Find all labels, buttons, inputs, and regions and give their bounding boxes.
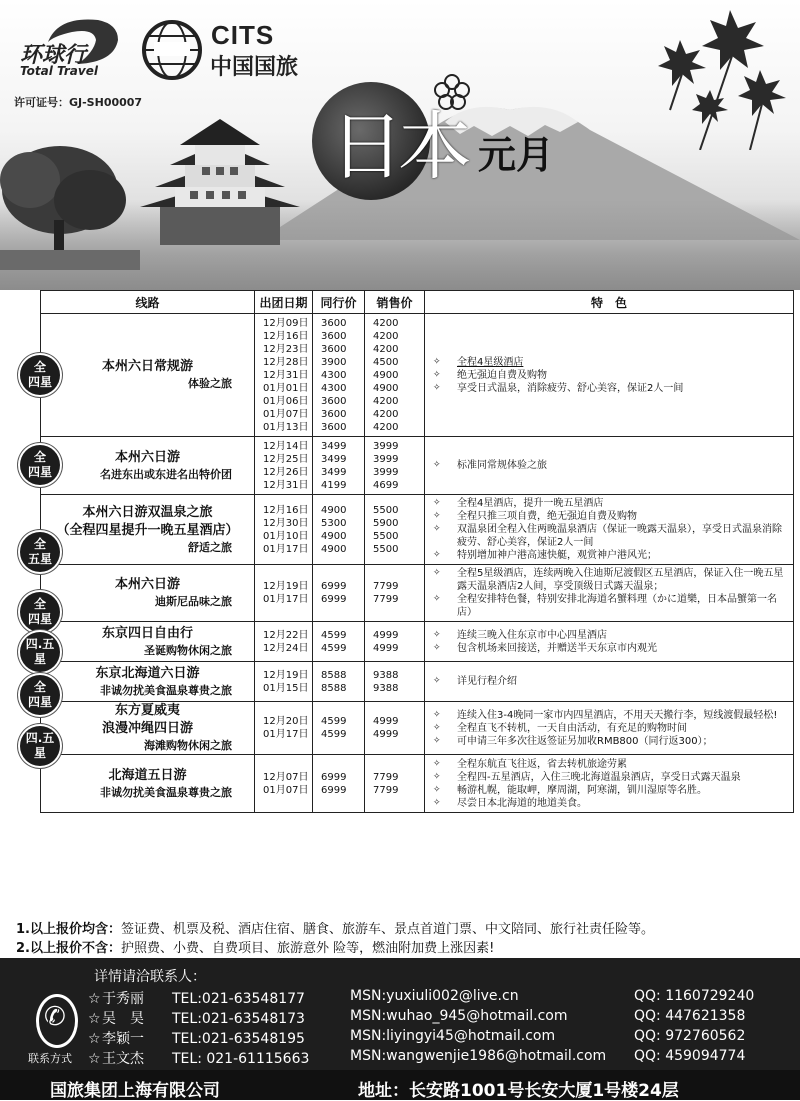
- route-subtitle: 迪斯尼品味之旅: [155, 595, 232, 608]
- contact-name: 吴 昊: [102, 1011, 144, 1027]
- trade-price-value: 4599: [321, 629, 347, 641]
- notes-excluded-label: 2.以上报价不含：: [16, 941, 121, 956]
- col-header-features: 特 色: [425, 291, 794, 314]
- grade-badge-text: [26, 637, 55, 667]
- route-name: 本州六日游: [114, 577, 180, 592]
- route-cell: [41, 755, 255, 813]
- sale-price-value: 3999: [373, 440, 399, 452]
- route-subtitle: 非诚勿扰美食温泉尊贵之旅: [100, 785, 232, 799]
- sale-price-cell: [365, 437, 425, 495]
- contact-msn: MSN:wuhao_945@hotmail.com: [350, 1008, 568, 1024]
- grade-badge-line: 五星: [27, 552, 52, 566]
- date-cell: [255, 314, 313, 437]
- trade-price-value: 4900: [321, 530, 347, 542]
- table-header-row: [41, 291, 794, 314]
- contact-row: [88, 988, 755, 1008]
- trade-price-value: 6999: [321, 594, 347, 605]
- contact-star: ☆: [88, 1031, 101, 1047]
- route-cell: [41, 622, 255, 662]
- trade-price-cell: [313, 755, 365, 813]
- route-name: 北海道五日游: [108, 767, 187, 783]
- sakura-icon: [432, 72, 472, 112]
- date-value: 12月31日: [263, 479, 309, 491]
- contact-msn: MSN:wangwenjie1986@hotmail.com: [350, 1048, 607, 1064]
- date-value: 12月22日: [263, 629, 309, 641]
- grade-badge-line: 全: [33, 537, 46, 551]
- route-name: 本州六日常规游: [101, 359, 193, 374]
- grade-badge-line: 四.五: [25, 637, 55, 651]
- sale-price-value: 4999: [373, 729, 399, 740]
- feature-item: ✧ 连续入住3-4晚同一家市内四星酒店，不用天天搬行李，短线渡假最轻松!: [431, 709, 789, 722]
- sale-price-value: 9388: [373, 669, 399, 681]
- sale-price-cell: [365, 495, 425, 565]
- feature-item: ✧ 特别增加神户港高速快艇，观赏神户港风光；: [431, 549, 789, 562]
- company-address: 地址：长安路1001号长安大厦1号楼24层: [358, 1081, 679, 1101]
- contact-phone: TEL:021-63548195: [172, 1031, 305, 1047]
- contact-qq: QQ: 972760562: [634, 1028, 746, 1044]
- route-name: 东方夏威夷: [114, 703, 180, 718]
- contact-row: [88, 1008, 746, 1028]
- feature-item: ✧ 可申请三年多次往返签证另加收RMB800（同行返300）；: [431, 735, 789, 748]
- japanese-castle-illustration: [120, 105, 320, 255]
- trade-price-value: 6999: [321, 581, 347, 592]
- total-travel-logo: [18, 12, 128, 72]
- sale-price-value: 7799: [373, 581, 399, 592]
- grade-badge-text: [28, 450, 52, 480]
- feature-item: ✧ 详见行程介绍: [431, 675, 789, 688]
- grade-badge-line: 星: [33, 652, 46, 666]
- contact-name: 于秀丽: [102, 991, 144, 1007]
- notes-included-label: 1.以上报价均含：: [16, 922, 121, 937]
- trade-price-value: 3600: [321, 421, 347, 433]
- grade-badge-text: [28, 680, 52, 710]
- trade-price-cell: [313, 622, 365, 662]
- trade-price-value: 3600: [321, 330, 347, 342]
- grade-badge-text: [26, 731, 55, 761]
- trade-price-cell: [313, 437, 365, 495]
- grade-badge: [20, 675, 60, 715]
- route-cell: [41, 495, 255, 565]
- trade-price-value: 3900: [321, 356, 347, 368]
- contact-qq: QQ: 459094774: [634, 1048, 746, 1064]
- date-value: 01月17日: [263, 729, 309, 740]
- contact-phone: TEL:021-63548173: [172, 1011, 305, 1027]
- trade-price-value: 3600: [321, 395, 347, 407]
- maple-leaves-illustration: [640, 0, 800, 150]
- date-cell: [255, 437, 313, 495]
- page-title: 日本: [330, 104, 466, 190]
- tree-illustration: [0, 140, 140, 270]
- trade-price-value: 3499: [321, 453, 347, 465]
- route-subtitle: 圣诞购物休闲之旅: [144, 643, 232, 657]
- route-name-line2: （全程四星提升一晚五星酒店）: [56, 522, 239, 538]
- features-cell: [425, 662, 794, 702]
- sale-price-value: 7799: [373, 784, 399, 796]
- tour-row: [41, 565, 794, 622]
- contact-row: [88, 1028, 746, 1048]
- notes-included-text: 签证费、机票及税、酒店住宿、膳食、旅游车、景点首道门票、中文陪同、旅行社责任险等。: [120, 922, 654, 937]
- col-header-trade-price: 同行价: [313, 291, 365, 314]
- tour-row: [41, 662, 794, 702]
- route-name: 本州六日游双温泉之旅: [82, 504, 213, 520]
- date-value: 12月31日: [263, 369, 309, 381]
- grade-badge-line: 全: [33, 450, 46, 464]
- sale-price-value: 7799: [373, 594, 399, 605]
- features-cell: [425, 314, 794, 437]
- trade-price-value: 4199: [321, 479, 347, 491]
- feature-item: ✧ 享受日式温泉，消除疲劳、舒心美容，保证2人一间: [431, 382, 789, 395]
- trade-price-value: 8588: [321, 682, 347, 694]
- date-value: 12月23日: [263, 343, 309, 355]
- trade-price-value: 3600: [321, 343, 347, 355]
- feature-item: ✧ 全程直飞不转机，一天自由活动，有充足的购物时间: [431, 722, 789, 735]
- date-cell: [255, 495, 313, 565]
- cits-en: CITS: [211, 20, 275, 50]
- contact-star: ☆: [88, 1011, 101, 1027]
- grade-badge: [20, 592, 60, 632]
- route-name-line2: 浪漫冲绳四日游: [101, 721, 193, 736]
- feature-item: ✧ 全程5星级酒店，连续两晚入住迪斯尼渡假区五星酒店，保证入住一晚五星露天温泉酒店2人间，享受顶级日式露天温泉；: [431, 567, 789, 593]
- trade-price-value: 4599: [321, 729, 347, 740]
- trade-price-cell: [313, 314, 365, 437]
- date-value: 01月07日: [263, 784, 309, 796]
- route-name: 东京四日自由行: [101, 625, 193, 641]
- grade-badge-line: 全: [33, 597, 46, 611]
- date-value: 01月15日: [263, 682, 309, 694]
- route-subtitle: 非诚勿扰美食温泉尊贵之旅: [100, 683, 232, 697]
- tour-row: [41, 314, 794, 437]
- trade-price-value: 3499: [321, 466, 347, 478]
- date-value: 01月06日: [263, 395, 309, 407]
- date-value: 12月09日: [263, 317, 309, 329]
- sale-price-cell: [365, 662, 425, 702]
- grade-badge-text: [28, 360, 52, 390]
- sale-price-value: 5500: [373, 530, 399, 542]
- header-banner: [0, 0, 800, 290]
- sale-price-value: 4200: [373, 317, 399, 329]
- trade-price-value: 3499: [321, 440, 347, 452]
- date-value: 01月01日: [263, 382, 309, 394]
- contact-qq: QQ: 447621358: [634, 1008, 746, 1024]
- contact-section: [0, 958, 800, 1100]
- date-value: 12月28日: [263, 356, 309, 368]
- route-cell: [41, 702, 255, 755]
- feature-item: ✧ 全程东航直飞往返，省去转机旅途劳累: [431, 758, 789, 771]
- sale-price-value: 4500: [373, 356, 399, 368]
- features-cell: [425, 495, 794, 565]
- feature-item: ✧ 全程只推三项自费，绝无强迫自费及购物: [431, 510, 789, 523]
- sale-price-value: 4900: [373, 369, 399, 381]
- trade-price-value: 8588: [321, 669, 347, 681]
- contact-msn: MSN:liyingyi45@hotmail.com: [350, 1028, 556, 1044]
- grade-badge-text: [28, 597, 52, 627]
- trade-price-value: 4599: [321, 716, 347, 727]
- features-cell: [425, 437, 794, 495]
- feature-item: ✧ 标准同常规体验之旅: [431, 459, 789, 472]
- notes-excluded: [16, 939, 796, 958]
- route-name: 东京北海道六日游: [95, 665, 200, 681]
- date-value: 12月20日: [263, 716, 309, 727]
- tour-row: [41, 495, 794, 565]
- grade-badge-line: 全: [33, 679, 46, 694]
- date-cell: [255, 702, 313, 755]
- cits-cn: 中国国旅: [210, 55, 299, 80]
- route-cell: [41, 662, 255, 702]
- route-cell: [41, 437, 255, 495]
- grade-badge: [20, 445, 60, 485]
- grade-badge: [20, 632, 60, 672]
- route-subtitle: 舒适之旅: [188, 540, 232, 554]
- feature-item: ✧ 全程安排特色餐，特别安排北海道名蟹料理（かに道樂，日本品蟹第一名店）: [431, 593, 789, 619]
- col-header-date: 出团日期: [255, 291, 313, 314]
- sale-price-cell: [365, 622, 425, 662]
- trade-price-value: 4300: [321, 369, 347, 381]
- sale-price-value: 5500: [373, 543, 399, 555]
- sale-price-cell: [365, 702, 425, 755]
- col-header-sale-price: 销售价: [365, 291, 425, 314]
- page-subtitle: 元月: [478, 133, 555, 177]
- sale-price-cell: [365, 314, 425, 437]
- license-number: 许可证号：GJ-SH00007: [14, 96, 143, 109]
- feature-item: ✧ 尽尝日本北海道的地道美食。: [431, 797, 789, 810]
- date-cell: [255, 565, 313, 622]
- date-value: 01月17日: [263, 594, 309, 605]
- grade-badge-text: [28, 537, 52, 567]
- sale-price-value: 4900: [373, 382, 399, 394]
- trade-price-value: 3600: [321, 408, 347, 420]
- sale-price-value: 4699: [373, 479, 399, 491]
- grade-badge-line: 四星: [27, 612, 52, 626]
- trade-price-value: 4300: [321, 382, 347, 394]
- contact-name: 王文杰: [102, 1051, 144, 1067]
- sale-price-cell: [365, 565, 425, 622]
- date-value: 12月07日: [263, 771, 309, 783]
- sale-price-value: 3999: [373, 466, 399, 478]
- grade-badge-line: 全: [33, 359, 46, 374]
- grade-badge: [20, 355, 60, 395]
- trade-price-cell: [313, 565, 365, 622]
- date-value: 12月19日: [263, 581, 309, 592]
- grade-badge: [20, 532, 60, 572]
- route-cell: [41, 314, 255, 437]
- date-cell: [255, 662, 313, 702]
- contact-row: [88, 1048, 746, 1068]
- date-cell: [255, 755, 313, 813]
- sale-price-value: 9388: [373, 682, 399, 694]
- date-value: 12月24日: [263, 642, 309, 654]
- sale-price-value: 4999: [373, 629, 399, 641]
- sale-price-value: 4200: [373, 330, 399, 342]
- phone-icon: ✆: [44, 1002, 66, 1032]
- sale-price-value: 4200: [373, 395, 399, 407]
- grade-badge: [20, 726, 60, 766]
- route-subtitle: 海滩购物休闲之旅: [144, 739, 232, 752]
- contact-qq: QQ: 1160729240: [634, 988, 755, 1004]
- grade-badge-line: 四星: [27, 374, 52, 389]
- contact-name: 李颖一: [102, 1031, 144, 1047]
- cits-logo: [140, 18, 204, 82]
- sale-price-value: 4200: [373, 408, 399, 420]
- trade-price-value: 4599: [321, 642, 347, 654]
- trade-price-cell: [313, 495, 365, 565]
- tour-row: [41, 622, 794, 662]
- brand-en: Total Travel: [20, 64, 98, 78]
- date-value: 01月13日: [263, 421, 309, 433]
- feature-item: ✧ 双温泉团全程入住两晚温泉酒店（保证一晚露天温泉），享受日式温泉消除疲劳、舒心美容，保证2人一间: [431, 523, 789, 549]
- date-value: 12月16日: [263, 504, 309, 516]
- contact-star: ☆: [88, 1051, 101, 1067]
- sale-price-value: 5900: [373, 517, 399, 529]
- tour-row: [41, 755, 794, 813]
- notes-included: [16, 920, 796, 939]
- date-value: 12月30日: [263, 517, 309, 529]
- grade-badge-line: 四星: [27, 465, 52, 479]
- features-cell: [425, 622, 794, 662]
- date-cell: [255, 622, 313, 662]
- date-value: 12月16日: [263, 330, 309, 342]
- feature-item: ✧ 全程4星酒店，提升一晚五星酒店: [431, 497, 789, 510]
- features-cell: [425, 755, 794, 813]
- notes-excluded-text: 护照费、小费、自费项目、旅游意外 险等，燃油附加费上涨因素!: [120, 941, 495, 956]
- trade-price-value: 3600: [321, 317, 347, 329]
- contact-phone: TEL: 021-61115663: [172, 1051, 310, 1067]
- date-value: 01月17日: [263, 543, 309, 555]
- grade-badge-line: 四星: [27, 694, 52, 709]
- tour-row: [41, 437, 794, 495]
- features-cell: [425, 702, 794, 755]
- feature-item: ✧ 绝无强迫自费及购物: [431, 369, 789, 382]
- sale-price-value: 5500: [373, 504, 399, 516]
- date-value: 12月25日: [263, 453, 309, 465]
- date-value: 12月19日: [263, 669, 309, 681]
- grade-badge-line: 四.五: [25, 731, 55, 745]
- tour-row: [41, 702, 794, 755]
- brand-cn: 环球行: [20, 42, 87, 68]
- contact-title: 详情请洽联系人：: [94, 969, 206, 985]
- trade-price-value: 6999: [321, 784, 347, 796]
- trade-price-value: 4900: [321, 543, 347, 555]
- col-header-route: 线路: [41, 291, 255, 314]
- route-cell: [41, 565, 255, 622]
- grade-badge-line: 星: [33, 746, 46, 760]
- price-notes: [16, 920, 796, 958]
- features-cell: [425, 565, 794, 622]
- date-value: 01月07日: [263, 408, 309, 420]
- feature-item: ✧ 畅游札幌，能取岬，摩周湖，阿寒湖，钏川湿原等名胜。: [431, 784, 789, 797]
- sale-price-value: 4999: [373, 716, 399, 727]
- route-subtitle: 名进东出或东进名出特价团: [100, 467, 232, 481]
- trade-price-cell: [313, 702, 365, 755]
- feature-item: ✧ 包含机场来回接送，并赠送半天东京市内观光: [431, 642, 789, 655]
- company-name: 国旅集团上海有限公司: [50, 1081, 220, 1101]
- feature-item: ✧ 全程4星级酒店: [431, 356, 789, 369]
- trade-price-value: 4900: [321, 504, 347, 516]
- feature-item: ✧ 全程四-五星酒店，入住三晚北海道温泉酒店，享受日式露天温泉: [431, 771, 789, 784]
- contact-way-label: 联系方式: [28, 1052, 72, 1065]
- trade-price-cell: [313, 662, 365, 702]
- sale-price-value: 7799: [373, 771, 399, 783]
- tour-price-table: [40, 290, 794, 813]
- contact-msn: MSN:yuxiuli002@live.cn: [350, 988, 519, 1004]
- sale-price-cell: [365, 755, 425, 813]
- sale-price-value: 4999: [373, 642, 399, 654]
- sale-price-value: 3999: [373, 453, 399, 465]
- sale-price-value: 4200: [373, 343, 399, 355]
- date-value: 01月10日: [263, 530, 309, 542]
- date-value: 12月14日: [263, 440, 309, 452]
- feature-item: ✧ 连续三晚入住东京市中心四星酒店: [431, 629, 789, 642]
- trade-price-value: 5300: [321, 517, 347, 529]
- date-value: 12月26日: [263, 466, 309, 478]
- trade-price-value: 6999: [321, 771, 347, 783]
- sale-price-value: 4200: [373, 421, 399, 433]
- contact-phone: TEL:021-63548177: [172, 991, 305, 1007]
- contact-star: ☆: [88, 991, 101, 1007]
- route-subtitle: 体验之旅: [188, 377, 232, 390]
- route-name: 本州六日游: [114, 449, 180, 465]
